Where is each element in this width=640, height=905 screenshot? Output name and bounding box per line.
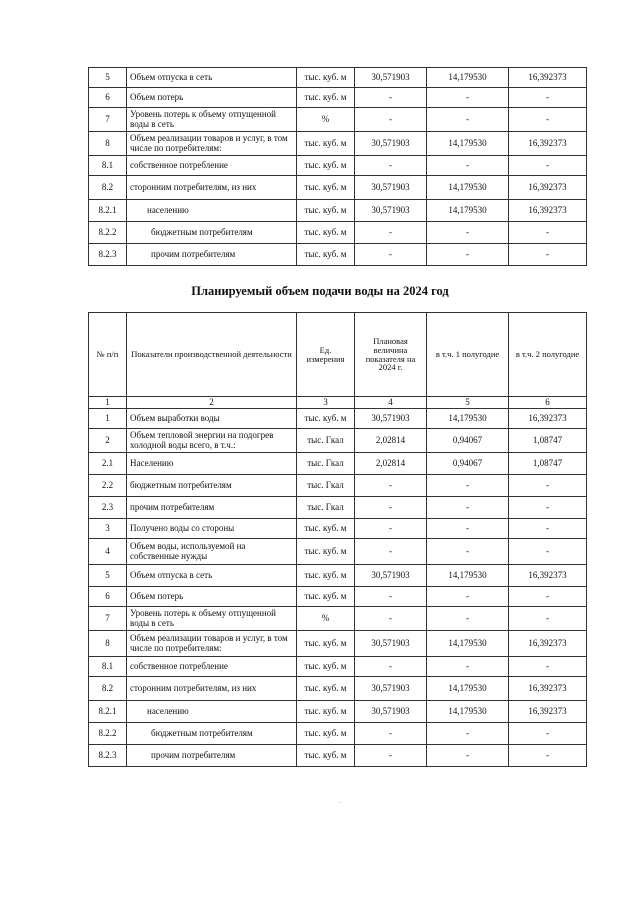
row-plan-value: - (355, 108, 427, 132)
row-plan-value: - (355, 475, 427, 497)
header-name: Показатели производственной деятельности (127, 313, 297, 397)
row-plan-value: - (355, 156, 427, 176)
row-plan-value: - (355, 519, 427, 539)
row-plan-value: 30,571903 (355, 200, 427, 222)
row-unit: тыс. куб. м (297, 222, 355, 244)
row-number: 8.2 (89, 176, 127, 200)
row-indicator: Объем выработки воды (127, 409, 297, 429)
colnum-5: 5 (427, 397, 509, 409)
table-row (89, 745, 587, 767)
row-plan-value: - (355, 88, 427, 108)
row-number: 8.2.1 (89, 200, 127, 222)
column-number-row (89, 397, 587, 409)
row-indicator: бюджетным потребителям (127, 723, 297, 745)
row-half1-value: 14,179530 (427, 631, 509, 657)
row-indicator: сторонним потребителям, из них (127, 677, 297, 701)
table-row (89, 222, 587, 244)
row-number: 3 (89, 519, 127, 539)
row-half2-value: - (509, 156, 587, 176)
row-unit: тыс. куб. м (297, 244, 355, 266)
table-row (89, 453, 587, 475)
table-row (89, 88, 587, 108)
row-unit: % (297, 607, 355, 631)
row-indicator: Объем отпуска в сеть (127, 565, 297, 587)
row-half1-value: - (427, 497, 509, 519)
row-half1-value: - (427, 723, 509, 745)
row-unit: тыс. куб. м (297, 657, 355, 677)
row-half2-value: - (509, 519, 587, 539)
row-indicator: бюджетным потребителям (127, 222, 297, 244)
row-half2-value: 1,08747 (509, 453, 587, 475)
row-number: 2.3 (89, 497, 127, 519)
table-planned-water-supply-2024 (88, 312, 587, 767)
row-indicator: прочим потребителям (127, 745, 297, 767)
table-row (89, 176, 587, 200)
row-unit: тыс. куб. м (297, 200, 355, 222)
row-number: 8 (89, 631, 127, 657)
row-unit: тыс. Гкал (297, 475, 355, 497)
row-half2-value: - (509, 607, 587, 631)
row-indicator: прочим потребителям (127, 497, 297, 519)
row-half2-value: - (509, 244, 587, 266)
row-half2-value: 16,392373 (509, 677, 587, 701)
row-unit: тыс. куб. м (297, 587, 355, 607)
row-indicator: Объем отпуска в сеть (127, 68, 297, 88)
row-half1-value: 14,179530 (427, 677, 509, 701)
row-half2-value: - (509, 723, 587, 745)
row-unit: тыс. куб. м (297, 132, 355, 156)
colnum-4: 4 (355, 397, 427, 409)
row-number: 6 (89, 587, 127, 607)
row-plan-value: - (355, 745, 427, 767)
row-indicator: Уровень потерь к объему отпущенной воды в сеть (127, 607, 297, 631)
row-number: 8.2.2 (89, 222, 127, 244)
row-half2-value: 16,392373 (509, 132, 587, 156)
row-plan-value: 30,571903 (355, 701, 427, 723)
table-row (89, 539, 587, 565)
row-indicator: Уровень потерь к объему отпущенной воды в сеть (127, 108, 297, 132)
row-half1-value: 14,179530 (427, 409, 509, 429)
row-unit: тыс. Гкал (297, 453, 355, 475)
row-number: 8 (89, 132, 127, 156)
row-half1-value: - (427, 587, 509, 607)
row-indicator: Объем воды, используемой на собственные нужды (127, 539, 297, 565)
row-half1-value: - (427, 88, 509, 108)
row-half2-value: - (509, 587, 587, 607)
row-half1-value: - (427, 607, 509, 631)
table-row (89, 607, 587, 631)
row-unit: тыс. куб. м (297, 88, 355, 108)
row-unit: тыс. куб. м (297, 701, 355, 723)
row-half2-value: 1,08747 (509, 429, 587, 453)
row-half1-value: 14,179530 (427, 176, 509, 200)
row-number: 5 (89, 68, 127, 88)
row-half2-value: 16,392373 (509, 565, 587, 587)
row-half2-value: - (509, 88, 587, 108)
row-half1-value: - (427, 244, 509, 266)
row-plan-value: 30,571903 (355, 176, 427, 200)
header-plan: Плановая величина показателя на 2024 г. (355, 313, 427, 397)
row-unit: тыс. Гкал (297, 429, 355, 453)
table-row (89, 723, 587, 745)
row-half1-value: 14,179530 (427, 565, 509, 587)
row-unit: тыс. куб. м (297, 723, 355, 745)
row-unit: тыс. куб. м (297, 519, 355, 539)
row-number: 8.1 (89, 156, 127, 176)
table-row (89, 429, 587, 453)
table-row (89, 677, 587, 701)
table-row (89, 657, 587, 677)
section-heading: Планируемый объем подачи воды на 2024 год (191, 284, 449, 298)
row-half2-value: - (509, 497, 587, 519)
row-half1-value: 14,179530 (427, 68, 509, 88)
row-half1-value: 0,94067 (427, 453, 509, 475)
row-half2-value: - (509, 657, 587, 677)
row-half2-value: 16,392373 (509, 200, 587, 222)
row-plan-value: - (355, 723, 427, 745)
table-row (89, 701, 587, 723)
row-number: 1 (89, 409, 127, 429)
row-unit: тыс. куб. м (297, 156, 355, 176)
table-row (89, 244, 587, 266)
row-number: 2.2 (89, 475, 127, 497)
row-half1-value: - (427, 657, 509, 677)
row-indicator: населению (127, 200, 297, 222)
row-half2-value: - (509, 745, 587, 767)
row-indicator: Объем реализации товаров и услуг, в том числе по потребителям: (127, 132, 297, 156)
row-plan-value: 30,571903 (355, 132, 427, 156)
row-half2-value: 16,392373 (509, 631, 587, 657)
row-unit: тыс. куб. м (297, 745, 355, 767)
table-row (89, 587, 587, 607)
row-half1-value: - (427, 539, 509, 565)
header-half1: в т.ч. 1 полугодие (427, 313, 509, 397)
row-indicator: Получено воды со стороны (127, 519, 297, 539)
row-unit: тыс. Гкал (297, 497, 355, 519)
row-plan-value: - (355, 222, 427, 244)
row-number: 4 (89, 539, 127, 565)
row-number: 2.1 (89, 453, 127, 475)
row-unit: тыс. куб. м (297, 409, 355, 429)
row-half2-value: 16,392373 (509, 68, 587, 88)
row-half1-value: - (427, 745, 509, 767)
row-half2-value: - (509, 539, 587, 565)
table-water-supply-continued (88, 67, 587, 266)
colnum-3: 3 (297, 397, 355, 409)
header-num: № п/п (89, 313, 127, 397)
colnum-2: 2 (127, 397, 297, 409)
row-indicator: Населению (127, 453, 297, 475)
row-number: 5 (89, 565, 127, 587)
row-plan-value: 30,571903 (355, 68, 427, 88)
row-indicator: бюджетным потребителям (127, 475, 297, 497)
row-half1-value: - (427, 222, 509, 244)
row-number: 8.2.3 (89, 244, 127, 266)
row-indicator: населению (127, 701, 297, 723)
row-unit: тыс. куб. м (297, 631, 355, 657)
row-number: 8.2 (89, 677, 127, 701)
header-unit: Ед. измерения (297, 313, 355, 397)
row-half2-value: 16,392373 (509, 409, 587, 429)
row-plan-value: - (355, 607, 427, 631)
row-indicator: Объем реализации товаров и услуг, в том числе по потребителям: (127, 631, 297, 657)
row-unit: % (297, 108, 355, 132)
row-half1-value: - (427, 475, 509, 497)
row-unit: тыс. куб. м (297, 176, 355, 200)
row-number: 8.2.1 (89, 701, 127, 723)
table-row (89, 132, 587, 156)
row-number: 7 (89, 607, 127, 631)
scan-speck (340, 802, 341, 803)
row-unit: тыс. куб. м (297, 539, 355, 565)
table-row (89, 519, 587, 539)
row-number: 6 (89, 88, 127, 108)
table-row (89, 156, 587, 176)
row-half1-value: - (427, 156, 509, 176)
row-half2-value: - (509, 222, 587, 244)
row-indicator: Объем потерь (127, 88, 297, 108)
row-half2-value: - (509, 108, 587, 132)
row-number: 8.1 (89, 657, 127, 677)
row-number: 8.2.3 (89, 745, 127, 767)
row-unit: тыс. куб. м (297, 677, 355, 701)
row-unit: тыс. куб. м (297, 565, 355, 587)
row-indicator: собственное потребление (127, 156, 297, 176)
row-plan-value: 2,02814 (355, 429, 427, 453)
row-plan-value: 30,571903 (355, 409, 427, 429)
colnum-6: 6 (509, 397, 587, 409)
row-number: 2 (89, 429, 127, 453)
row-half1-value: 14,179530 (427, 701, 509, 723)
row-plan-value: - (355, 497, 427, 519)
table-row (89, 475, 587, 497)
row-half2-value: - (509, 475, 587, 497)
row-plan-value: 30,571903 (355, 631, 427, 657)
table-row (89, 631, 587, 657)
table-row (89, 497, 587, 519)
row-plan-value: - (355, 539, 427, 565)
row-indicator: Объем потерь (127, 587, 297, 607)
table-row (89, 409, 587, 429)
colnum-1: 1 (89, 397, 127, 409)
row-half1-value: - (427, 108, 509, 132)
row-plan-value: - (355, 587, 427, 607)
row-plan-value: - (355, 657, 427, 677)
table-row (89, 565, 587, 587)
row-number: 7 (89, 108, 127, 132)
table-row (89, 108, 587, 132)
header-half2: в т.ч. 2 полугодие (509, 313, 587, 397)
row-half1-value: - (427, 519, 509, 539)
row-plan-value: 2,02814 (355, 453, 427, 475)
row-plan-value: 30,571903 (355, 677, 427, 701)
row-indicator: сторонним потребителям, из них (127, 176, 297, 200)
row-half2-value: 16,392373 (509, 176, 587, 200)
table-row (89, 68, 587, 88)
table-row (89, 200, 587, 222)
row-half1-value: 14,179530 (427, 200, 509, 222)
row-plan-value: - (355, 244, 427, 266)
table-header-row (89, 313, 587, 397)
row-indicator: собственное потребление (127, 657, 297, 677)
row-unit: тыс. куб. м (297, 68, 355, 88)
row-half2-value: 16,392373 (509, 701, 587, 723)
row-half1-value: 14,179530 (427, 132, 509, 156)
row-indicator: Объем тепловой энергии на подогрев холодной воды всего, в т.ч.: (127, 429, 297, 453)
row-indicator: прочим потребителям (127, 244, 297, 266)
row-plan-value: 30,571903 (355, 565, 427, 587)
row-half1-value: 0,94067 (427, 429, 509, 453)
row-number: 8.2.2 (89, 723, 127, 745)
